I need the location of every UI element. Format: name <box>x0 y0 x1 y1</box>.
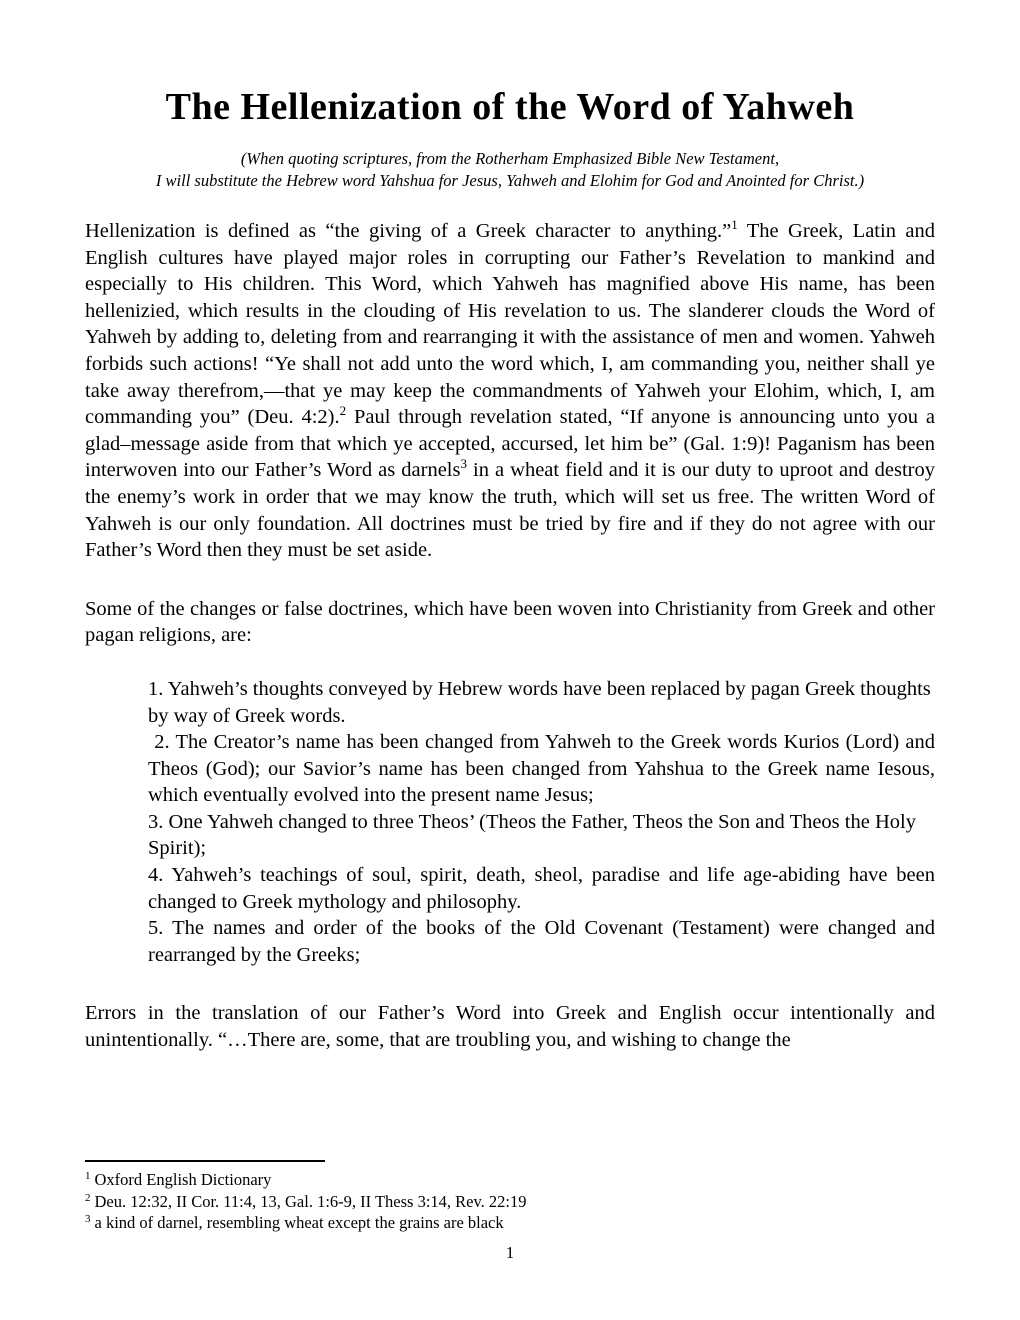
footnote-number: 2 <box>85 1191 91 1204</box>
page-number: 1 <box>505 1243 515 1262</box>
list-item: 2. The Creator’s name has been changed from Yahweh to the Greek words Kurios (Lord) and Theos (God); our Savior’s name has been changed from Yahshua to the Greek name Iesous, which eventually evolved into the present name Jesus; <box>148 731 935 807</box>
footnote: $^1$ Oxford English Dictionary <box>85 1170 272 1189</box>
list-item: 4. Yahweh’s teachings of soul, spirit, death, sheol, paradise and life age-abiding have been changed to Greek mythology and philosophy. <box>148 864 935 913</box>
footnote-reference: 1 <box>731 217 738 232</box>
list-item: 5. The names and order of the books of the Old Covenant (Testament) were changed and rearranged by the Greeks; <box>148 917 935 966</box>
paragraph-hellenization-definition: Hellenization is defined as “the giving of a Greek character to anything.”$^1$ The Greek, Latin and English cultures have played major roles in corrupting our Father’s Revelation to mankind and especially to His children. This Word, which Yahweh has magnified above His name, has been hellenizied, which results in the clouding of His revelation to us. The slanderer clouds the Word of Yahweh by adding to, deleting from and rearranging it with the assistance of men and women. Yahweh forbids such actions! “Ye shall not add unto the word which, I, am commanding you, neither shall ye take away therefrom,—that ye may keep the commandments of Yahweh your Elohim, which, I, am commanding you” (Deu. 4:2).$^2$ Paul through revelation stated, “If anyone is announcing unto you a glad–message aside from that which ye accepted, accursed, let him be” (Gal. 1:9)! Paganism has been interwoven into our Father’s Word as darnels$^3$ in a wheat field and it is our duty to uproot and destroy the enemy’s work in order that we may know the truth, which will set us free. The written Word of Yahweh is our only foundation. All doctrines must be tried by fire and if they do not agree with our Father’s Word then they must be set aside. <box>85 217 935 562</box>
footnote: $^2$ Deu. 12:32, II Cor. 11:4, 13, Gal. 1:6-9, II Thess 3:14, Rev. 22:19 <box>85 1191 527 1211</box>
footnote-reference: 3 <box>460 456 467 472</box>
paragraph-translation-errors: Errors in the translation of our Father’s Word into Greek and English occur intentionally and unintentionally. “…There are, some, that are troubling you, and wishing to change the <box>85 1002 935 1052</box>
footnote-area <box>85 1160 935 1234</box>
footnote-separator-rule <box>85 1160 325 1162</box>
document-title: The Hellenization of the Word of Yahweh <box>165 86 855 128</box>
document-subtitle <box>85 148 935 191</box>
footnote-number: 3 <box>85 1213 91 1225</box>
footnote-number: 1 <box>85 1170 91 1182</box>
list-item: 3. One Yahweh changed to three Theos’ (Theos the Father, Theos the Son and Theos the Holy Spirit); <box>148 810 916 860</box>
list-item: 1. Yahweh’s thoughts conveyed by Hebrew words have been replaced by pagan Greek thoughts by way of Greek words. <box>148 677 931 727</box>
paragraph-changes-intro: Some of the changes or false doctrines, which have been woven into Christianity from Greek and other pagan religions, are: <box>85 597 935 647</box>
footnotes <box>85 1169 935 1234</box>
footnote-reference: 2 <box>339 403 347 419</box>
false-doctrines-list <box>85 676 935 969</box>
subtitle-line-1: (When quoting scriptures, from the Rotherham Emphasized Bible New Testament, <box>240 149 780 168</box>
subtitle-line-2: I will substitute the Hebrew word Yahshua for Jesus, Yahweh and Elohim for God and Anointed for Christ.) <box>155 170 865 190</box>
footnote: $^3$ a kind of darnel, resembling wheat except the grains are black <box>85 1213 504 1232</box>
